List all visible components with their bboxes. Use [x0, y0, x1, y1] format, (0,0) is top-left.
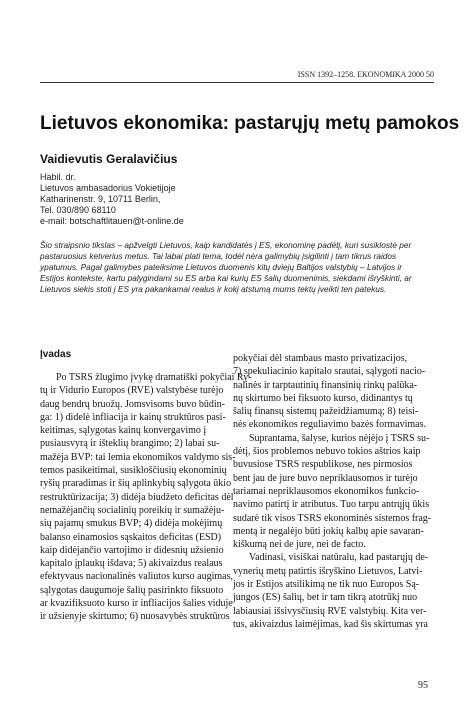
- body-line: tariamai nepriklausomos ekonomikos funkcio-: [233, 485, 420, 497]
- section-heading: Įvadas: [40, 349, 72, 360]
- abstract-line: pastaruosius ketverius metus. Tai labai plati tema, todėl nėra galimybių įsigilinti į tam tikrus raidos: [40, 251, 397, 261]
- abstract-line: Šio straipsnio tikslas – apžvelgti Lietuvos, kaip kandidatės į ES, ekonominę padėtį, kuri susiklostė per: [40, 240, 412, 250]
- body-line: navimo patirtį ir atributus. Tuo tarpu antrųjų ūkis: [233, 499, 430, 511]
- body-line: bent jau de jure buvo nepriklausomos ir turėjo: [233, 472, 418, 484]
- body-line: daug bendrų bruožų. Jomsvisoms buvo būdin-: [40, 398, 225, 410]
- body-line: labiausiai išsivysčiusių RVE valstybių. Kita ver-: [233, 605, 427, 617]
- body-line: sąlygotas daugumoje šalių pasirinkto fiksuoto: [40, 584, 224, 596]
- body-line: tų ir Vidurio Europos (RVE) valstybėse turėjo: [40, 385, 224, 397]
- affiliation-line: Katharinenstr. 9, 10711 Berlin,: [40, 194, 161, 204]
- body-line: jos ir Estijos atsilikimą ne tik nuo Europos Są-: [233, 579, 420, 591]
- body-line: buvusiose TSRS respublikose, nes pirmosios: [233, 459, 413, 471]
- body-line: sių pajamų smukus BVP; 4) didėja mokėjimų: [40, 518, 223, 530]
- body-line: efektyvaus nacionalinės valiutos kurso augimas,: [40, 571, 234, 583]
- article-title: Lietuvos ekonomika: pastarųjų metų pamokos: [40, 113, 460, 134]
- body-line: ga: 1) didelė infliacija ir kainų struktūros pasi-: [40, 411, 226, 423]
- body-line: pokyčiai dėl stambaus masto privatizacijos,: [233, 353, 408, 364]
- page-number: 95: [418, 680, 428, 691]
- body-line: balanso einamosios sąskaitos deficitas (ESD): [40, 531, 222, 543]
- body-line: 7) spekuliacinio kapitalo srautai, sąlygoti nacio-: [233, 366, 426, 378]
- body-line: ryšių praradimas ir šių aplinkybių sąlygota ūkio: [40, 478, 232, 490]
- body-line: vynerių metų patirtis išryškino Lietuvos, Latvi-: [233, 565, 423, 577]
- body-line: sudarė tik visos TSRS ekonominės sistemos frag-: [233, 512, 432, 524]
- left-column: [40, 348, 252, 624]
- abstract: [40, 240, 438, 295]
- body-line: kaip didėjančio vartojimo ir didesnių užsienio: [40, 544, 224, 556]
- body-line: keitimas, sąlygotas kainų konvergavimo į: [40, 425, 207, 437]
- body-line: šalių finansų sistemų pažeidžiamumą; 8) teisi-: [233, 406, 419, 418]
- body-line: nemažėjančių socialinių poreikių ir sumažėju-: [40, 504, 225, 516]
- header-rule: [40, 82, 434, 83]
- body-line: tus, akivaizdus laimėjimas, kad šis skirtumas yra: [233, 618, 428, 630]
- body-line: pusiausvyrą ir išteklių brangimo; 2) labai su-: [40, 438, 220, 450]
- running-header: ISSN 1392–1258. EKONOMIKA 2000 50: [297, 70, 434, 79]
- body-line: restruktūrizacija; 3) didėja biudžeto deficitas dėl: [40, 491, 234, 503]
- author-affiliation: [40, 172, 184, 227]
- affiliation-email: e-mail: botschaftlitauen@t-online.de: [40, 216, 184, 226]
- abstract-line: Estijos kontekste, kartu palygindami su ES arba kai kurių ES šalių duomenimis, siekdami išryškinti, ar: [40, 273, 412, 283]
- author-name: Vaidievutis Geralavičius: [40, 152, 178, 166]
- body-line: Vadinasi, visiškai natūralu, kad pastarųjų de-: [249, 552, 429, 564]
- body-line: Suprantama, šalyse, kurios nėjėjo į TSRS su-: [249, 432, 430, 444]
- body-line: nės ekonomikos reguliavimo bazės formavimas.: [233, 419, 427, 431]
- body-line: dėtį, šios problemos nebuvo tokios aštrios kaip: [233, 446, 421, 458]
- abstract-line: ypatumus. Pagal galimybes pateiksime Lietuvos duomenis kitų dviejų Baltijos valstybių – Latvijos ir: [40, 262, 403, 272]
- body-line: nų skirtumo bei fiksuoto kurso, didinantys tų: [233, 392, 413, 404]
- affiliation-line: Habil. dr.: [40, 172, 76, 182]
- body-line: kiškumą nei de jure, nei de facto.: [233, 539, 366, 551]
- body-line: kapitalo įplaukų išdava; 5) akivaizdus realaus: [40, 558, 223, 570]
- body-line: jungos (ES) šalių, bet ir tam tikrą atotrūkį nuo: [233, 592, 418, 604]
- abstract-line: Lietuvos siekis stoti į ES yra pakankamai realus ir kokį atstumą mums tektų įveikti ten patekus.: [40, 284, 387, 294]
- right-column: [233, 352, 432, 631]
- body-line: nalinės ir tarptautinių finansinių rinkų palūka-: [233, 379, 418, 391]
- body-line: Po TSRS žlugimo įvykę dramatiški pokyčiai Ry-: [56, 372, 252, 383]
- body-line: mentą ir negalėjo būti jokių kalbų apie savaran-: [233, 525, 424, 537]
- affiliation-line: Lietuvos ambasadorius Vokietijoje: [40, 183, 176, 193]
- body-line: ir užsienyje skirtumo; 6) nuosavybės struktūros: [40, 611, 230, 623]
- affiliation-line: Tel. 030/890 68110: [40, 205, 116, 215]
- body-line: temos pasikeitimai, susikloščiusių ekonominių: [40, 465, 227, 477]
- body-line: ar kvazifiksuoto kurso ir infliacijos šalies viduje: [40, 598, 233, 610]
- body-line: mažėja BVP: tai lemia ekonomikos valdymo sis-: [40, 451, 236, 463]
